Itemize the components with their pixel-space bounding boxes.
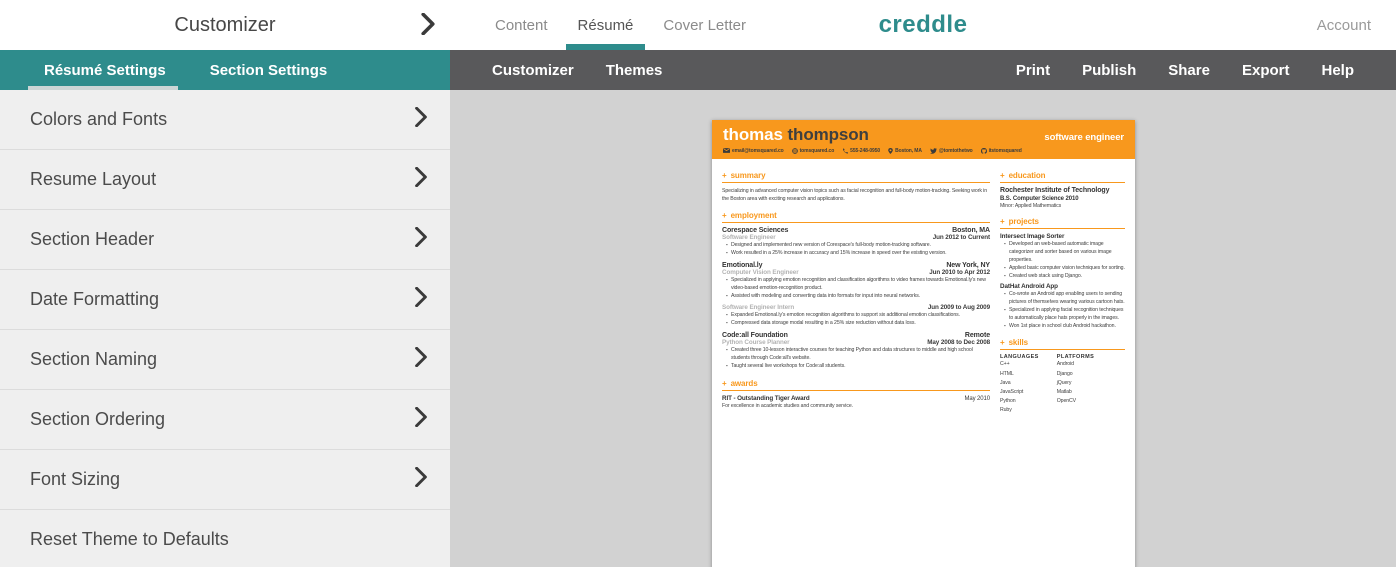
chevron-right-icon	[414, 407, 428, 432]
chevron-right-icon	[414, 347, 428, 367]
bullet-item: ▪ Applied basic computer vision techniques for sorting.	[1004, 265, 1125, 273]
section-awards	[722, 379, 990, 410]
sidebar-item-section-ordering[interactable]	[0, 390, 450, 450]
plus-icon: +	[1000, 338, 1005, 348]
chevron-right-icon	[414, 227, 428, 247]
bullet-list	[726, 312, 990, 328]
contact-text: tomsquared.co	[799, 147, 835, 154]
bullet-item: ▪ Created three 10-lesson interactive courses for teaching Python and data structures to middle and high school students through Code:all's website.	[726, 347, 990, 363]
contact-itstomsquared	[981, 148, 1022, 154]
chevron-right-icon	[414, 467, 428, 492]
bullet-item: ▪ Co-wrote an Android app enabling users to sending pictures of themselves wearing various cartoon hats.	[1004, 291, 1125, 307]
toolbar-themes[interactable]: Themes	[605, 61, 663, 79]
role-title: Computer Vision Engineer	[722, 269, 799, 277]
toolbar-publish[interactable]: Publish	[1082, 61, 1137, 79]
skill-group-name: PLATFORMS	[1056, 354, 1095, 361]
section-employment	[722, 211, 990, 371]
skill-item: JavaScript	[1000, 388, 1024, 395]
minor: Minor: Applied Mathematics	[1000, 203, 1062, 210]
project-name: Intersect Image Sorter	[1000, 233, 1065, 241]
section-heading-education	[1000, 171, 1125, 183]
main-area	[450, 0, 1396, 567]
sidebar-header	[0, 0, 450, 50]
contact-boston-ma	[888, 148, 922, 154]
role-dates: Jun 2012 to Current	[932, 233, 990, 241]
role-title: Python Course Planner	[722, 339, 790, 347]
section-heading-projects	[1000, 217, 1125, 229]
company-name: Code:all Foundation	[722, 332, 788, 340]
sidebar-item-section-header[interactable]	[0, 210, 450, 270]
section-heading-employment	[722, 211, 990, 223]
role-title: Software Engineer Intern	[722, 303, 795, 311]
bullet-item: ▪ Won 1st place in school club Android hackathon.	[1004, 323, 1125, 331]
section-title: skills	[1008, 338, 1028, 348]
bullet-item: ▪ Specialized in applying facial recognition techniques to automatically place hats properly in the images.	[1004, 307, 1125, 323]
section-title: awards	[730, 378, 758, 388]
toolbar-help[interactable]: Help	[1321, 61, 1354, 79]
bullet-item: ▪ Created web stack using Django.	[1004, 273, 1125, 281]
resume-role: software engineer	[1044, 132, 1124, 143]
chevron-right-icon	[414, 347, 428, 372]
tab-resume-settings[interactable]: Résumé Settings	[44, 50, 166, 90]
bullet-item: ▪ Expanded Emotional.ly's emotion recognition algorithms to support six additional emotion classifications.	[726, 312, 990, 320]
contact-text: email@tomsquared.co	[732, 147, 784, 154]
customizer-sidebar	[0, 0, 450, 567]
chevron-right-icon	[414, 107, 428, 132]
toolbar-left-group	[492, 62, 662, 79]
plus-icon: +	[722, 170, 727, 180]
resume-page[interactable]	[712, 120, 1135, 567]
bullet-list	[1004, 291, 1125, 330]
chevron-right-icon	[414, 167, 428, 192]
toolbar-print[interactable]: Print	[1015, 61, 1051, 79]
contact-text: itstomsquared	[988, 147, 1022, 154]
role-title: Software Engineer	[722, 233, 776, 241]
bullet-item: ▪ Work resulted in a 25% increase in accuracy and 15% increase in speed over the existing version.	[726, 250, 990, 258]
sidebar-item-label: Section Header	[30, 229, 155, 249]
envelope-icon	[723, 148, 730, 153]
plus-icon: +	[1000, 217, 1005, 227]
phone-icon	[842, 148, 848, 154]
sidebar-item-label: Section Ordering	[30, 409, 166, 429]
toolbar-right-group	[1016, 62, 1354, 79]
sidebar-item-label: Font Sizing	[30, 469, 121, 489]
section-title: education	[1008, 170, 1046, 180]
award-header	[722, 395, 990, 402]
award-description: For excellence in academic studies and community service.	[722, 402, 853, 409]
tab-content[interactable]: Content	[495, 16, 548, 34]
sidebar-item-label: Date Formatting	[30, 289, 160, 309]
job-entry	[722, 332, 990, 370]
bullet-item: ▪ Compressed data storage modal resulting in a 25% size reduction without data loss.	[726, 320, 990, 328]
sidebar-item-font-sizing[interactable]	[0, 450, 450, 510]
award-name: RIT - Outstanding Tiger Award	[722, 394, 810, 402]
chevron-right-icon	[420, 13, 436, 35]
section-heading-skills	[1000, 338, 1125, 350]
resume-name	[723, 126, 869, 145]
sidebar-item-label: Reset Theme to Defaults	[30, 529, 229, 549]
skill-item: HTML	[1000, 370, 1014, 377]
company-name: Emotional.ly	[722, 262, 763, 270]
contact-tomtothetwo	[930, 148, 973, 154]
section-title: employment	[730, 210, 777, 220]
sidebar-item-section-naming[interactable]	[0, 330, 450, 390]
preview-canvas	[450, 90, 1396, 567]
sidebar-item-label: Colors and Fonts	[30, 109, 168, 129]
github-icon	[981, 148, 987, 154]
chevron-right-icon	[414, 287, 428, 312]
role-header	[722, 304, 990, 311]
account-link[interactable]: Account	[1316, 16, 1371, 34]
bullet-item: ▪ Assisted with modeling and converting data into formats for input into neural networks.	[726, 293, 990, 301]
section-heading-summary	[722, 171, 990, 183]
contact-text: @tomtothetwo	[938, 147, 973, 154]
contact-email-tomsquared-co	[723, 148, 784, 154]
chevron-right-icon	[414, 407, 428, 427]
top-navigation	[450, 0, 1396, 50]
role-header	[722, 339, 990, 346]
chevron-right-icon	[414, 467, 428, 487]
resume-first-name: thomas	[723, 125, 783, 144]
bullet-list	[1004, 241, 1125, 280]
collapse-sidebar-button[interactable]	[420, 13, 436, 40]
contact-text: Boston, MA	[895, 147, 922, 154]
job-entry	[722, 262, 990, 327]
role-dates: Jun 2009 to Aug 2009	[927, 303, 990, 311]
skill-item: Android	[1056, 361, 1074, 368]
tab-section-settings[interactable]: Section Settings	[209, 61, 328, 79]
topnav-tabs	[495, 0, 746, 50]
role-header	[722, 269, 990, 276]
chevron-right-icon	[414, 287, 428, 307]
skill-item: Python	[1000, 397, 1016, 404]
tab-cover-letter[interactable]: Cover Letter	[663, 16, 746, 34]
contact-text: 555-248-0950	[850, 147, 881, 154]
company-name: Corespace Sciences	[722, 226, 789, 234]
section-summary	[722, 171, 990, 203]
project-name: DatHat Android App	[1000, 283, 1058, 291]
tab-resume[interactable]: Résumé	[578, 0, 634, 50]
contact-tomsquared-co	[792, 148, 835, 154]
sidebar-item-resume-layout[interactable]	[0, 150, 450, 210]
skill-group-languages	[1000, 354, 1039, 415]
skill-item: OpenCV	[1056, 397, 1077, 404]
skill-item: Ruby	[1000, 406, 1012, 413]
resume-body	[712, 159, 1135, 425]
bullet-list	[726, 242, 990, 258]
globe-icon	[792, 148, 798, 154]
plus-icon: +	[722, 378, 727, 388]
award-date: May 2010	[964, 395, 990, 402]
contact-555-248-0950	[842, 148, 880, 154]
skill-item: Java	[1000, 379, 1011, 386]
chevron-right-icon	[414, 227, 428, 252]
skill-item: Matlab	[1056, 388, 1072, 395]
bullet-item: ▪ Developed an web-based automatic image categorizer and sorter based on various image properties.	[1004, 241, 1125, 264]
chevron-right-icon	[414, 167, 428, 187]
sidebar-item-colors-and-fonts[interactable]	[0, 90, 450, 150]
plus-icon: +	[1000, 170, 1005, 180]
skill-item: jQuery	[1056, 379, 1072, 386]
twitter-icon	[930, 148, 937, 154]
plus-icon: +	[722, 210, 727, 220]
toolbar-customizer[interactable]: Customizer	[492, 61, 574, 79]
summary-text: Specializing in advanced computer vision topics such as facial recognition and full-body motion-tracking. Seeking work in the Boston area with exciting research and applications.	[722, 187, 988, 202]
sidebar-title: Customizer	[174, 13, 276, 36]
chevron-right-icon	[414, 107, 428, 127]
skill-group-platforms	[1057, 354, 1094, 415]
role-header	[722, 234, 990, 241]
toolbar-export[interactable]: Export	[1241, 61, 1290, 79]
skills-columns	[1000, 354, 1125, 415]
job-header	[722, 332, 990, 339]
resume-contact-line	[723, 148, 1124, 154]
job-entry	[722, 227, 990, 258]
resume-left-column	[722, 163, 990, 415]
section-title: projects	[1008, 217, 1039, 227]
bullet-item: ▪ Specialized in applying emotion recognition and classification algorithms to video frames towards Emotional.ly's new video-based emotion-recognition product.	[726, 277, 990, 293]
resume-last-name: thompson	[787, 125, 869, 144]
sidebar-item-label: Section Naming	[30, 349, 158, 369]
sidebar-item-reset-theme-to-defaults[interactable]	[0, 510, 450, 567]
role-dates: May 2008 to Dec 2008	[927, 339, 990, 347]
section-title: summary	[730, 170, 766, 180]
company-location: Remote	[964, 332, 990, 340]
location-icon	[888, 148, 893, 154]
job-header	[722, 262, 990, 269]
resume-header	[712, 120, 1135, 159]
sidebar-menu	[0, 90, 450, 567]
section-education	[1000, 171, 1125, 210]
section-skills	[1000, 338, 1125, 415]
company-location: New York, NY	[946, 262, 990, 270]
section-heading-awards	[722, 379, 990, 391]
bullet-item: ▪ Designed and implemented new version of Corespace's full-body motion-tracking software.	[726, 242, 990, 250]
school-name: Rochester Institute of Technology	[1000, 186, 1110, 194]
creddle-logo[interactable]: creddle	[878, 11, 968, 38]
sidebar-tab-bar	[0, 50, 450, 90]
degree: B.S. Computer Science 2010	[1000, 196, 1079, 203]
sidebar-item-date-formatting[interactable]	[0, 270, 450, 330]
bullet-list	[726, 347, 990, 370]
sidebar-item-label: Resume Layout	[30, 169, 157, 189]
document-toolbar	[450, 50, 1396, 90]
toolbar-share[interactable]: Share	[1168, 61, 1210, 79]
company-location: Boston, MA	[952, 226, 990, 234]
bullet-item: ▪ Taught several live workshops for Code:all students.	[726, 363, 990, 371]
resume-right-column	[1000, 163, 1125, 415]
skill-item: C++	[1000, 361, 1010, 368]
section-projects	[1000, 217, 1125, 330]
role-dates: Jun 2010 to Apr 2012	[929, 269, 990, 277]
bullet-list	[726, 277, 990, 300]
job-header	[722, 227, 990, 234]
skill-group-name: LANGUAGES	[1000, 354, 1039, 361]
skill-item: Django	[1056, 370, 1073, 377]
